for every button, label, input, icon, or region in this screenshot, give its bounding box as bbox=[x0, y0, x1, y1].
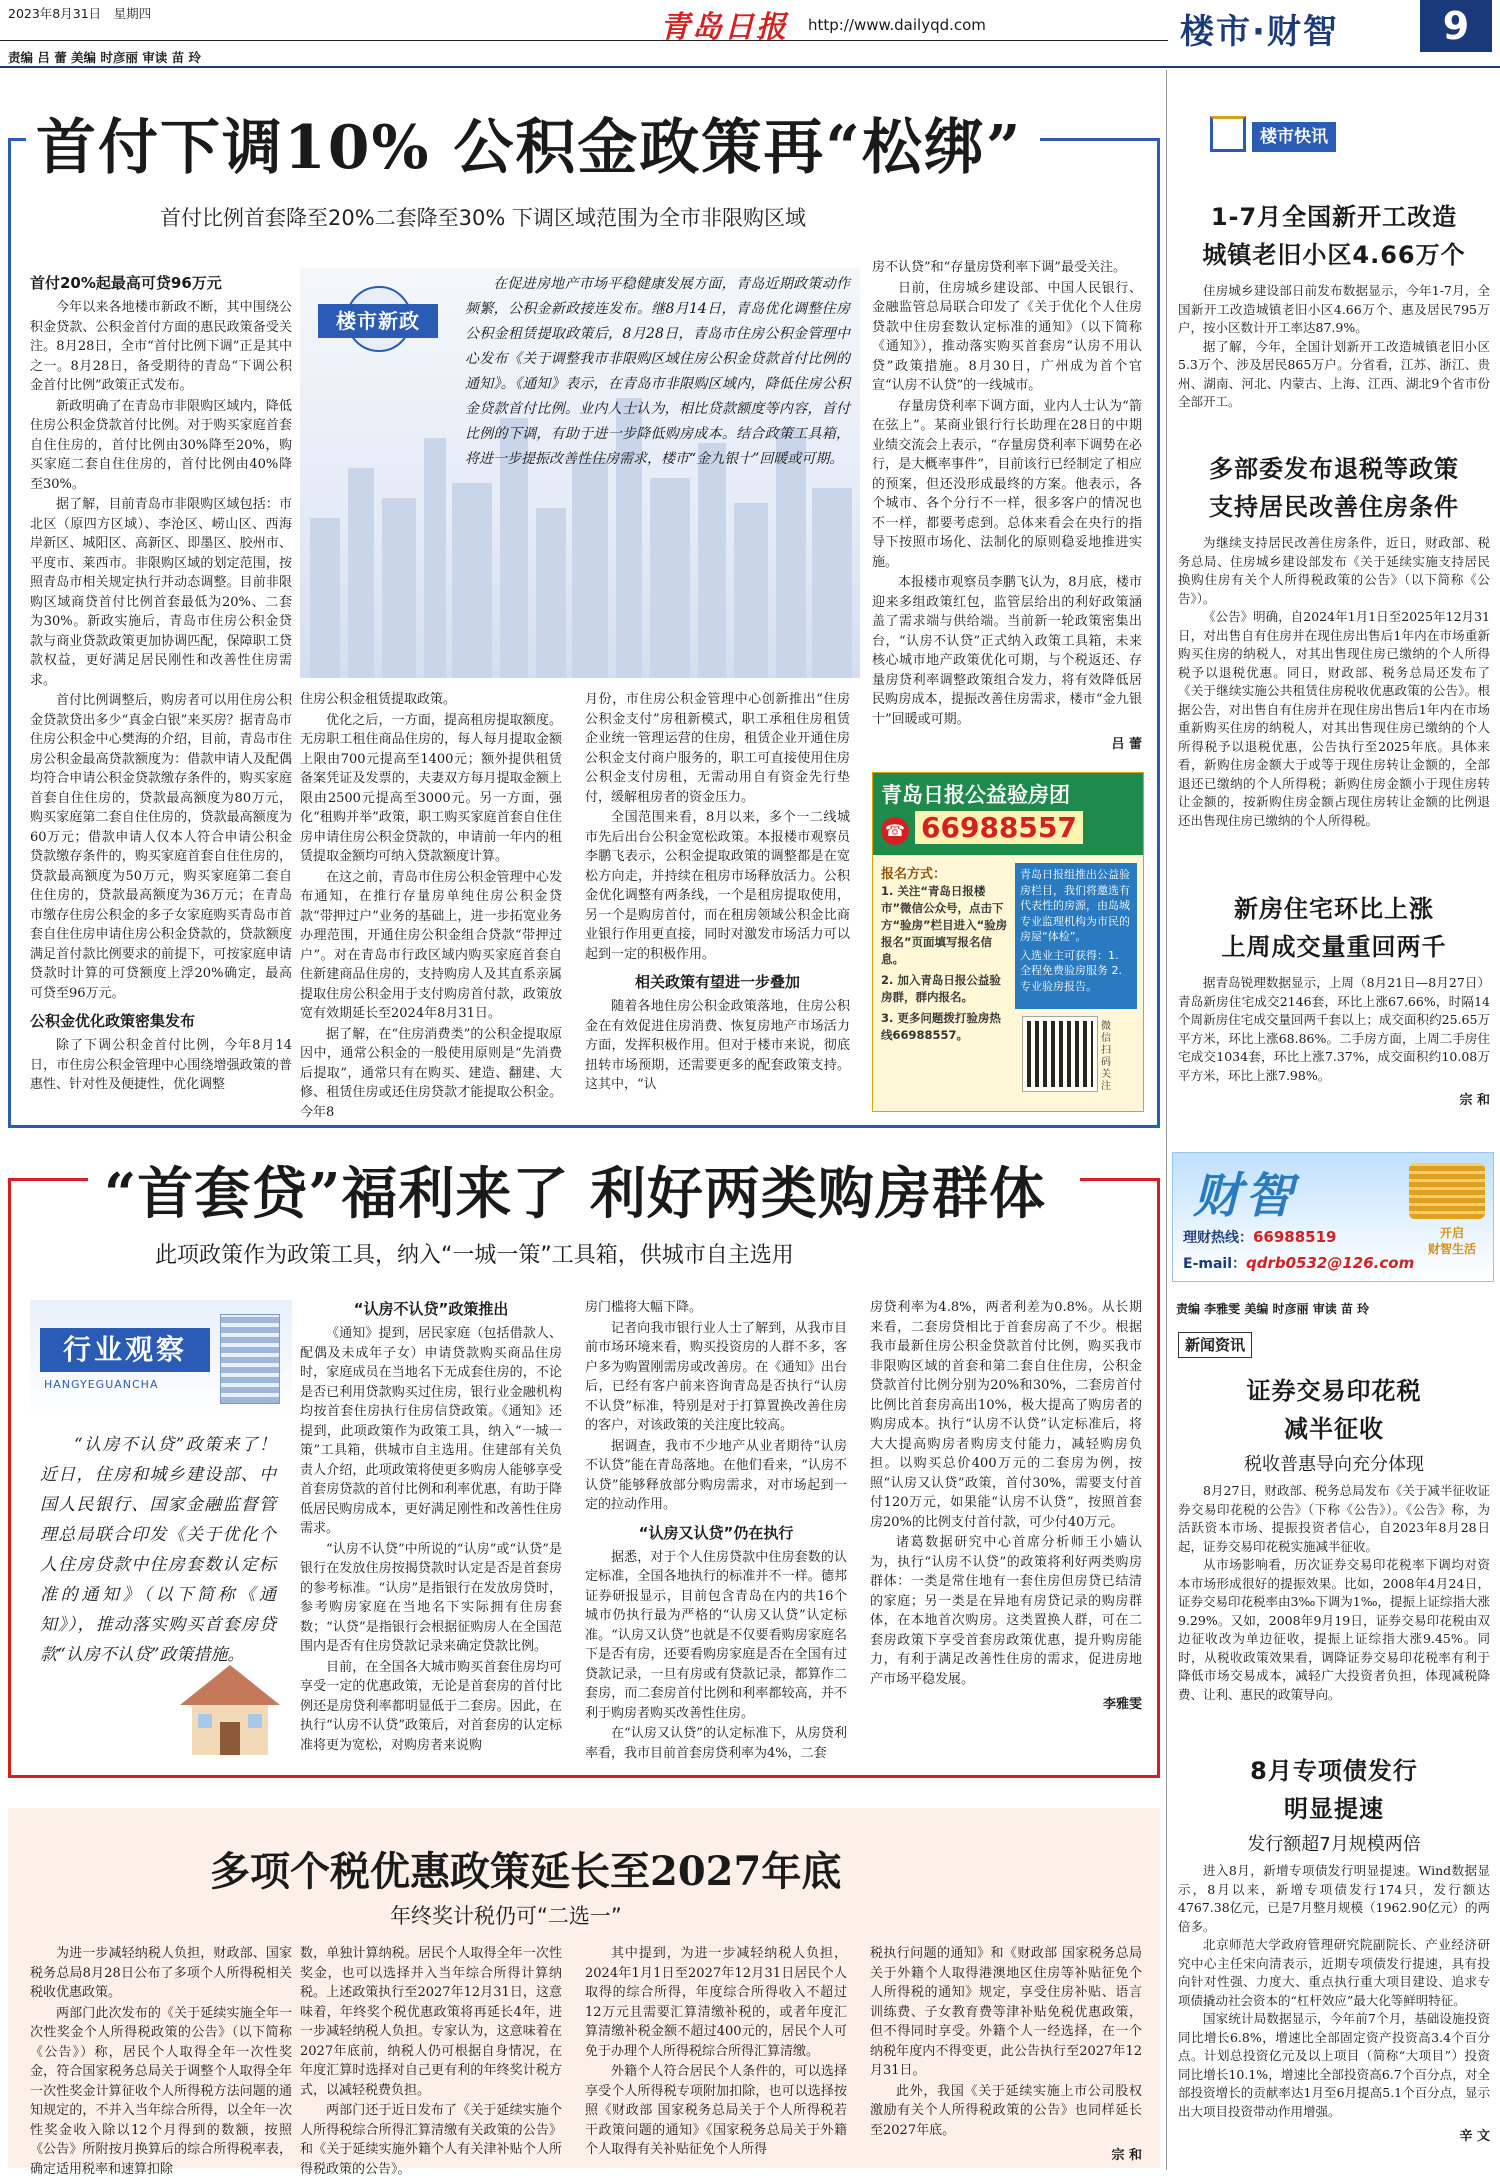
article-2-sub-1: “认房不认贷”政策推出 bbox=[300, 1298, 562, 1319]
ad-header bbox=[873, 773, 1143, 855]
article-2-intro: “认房不认贷”政策来了！近日，住房和城乡建设部、中国人民银行、国家金融监督管理总局联合印发《关于优化个人住房贷款中住房套数认定标准的通知》（以下简称《通知》），推动落实购买首套房贷款“认房不认贷”政策措施。 bbox=[40, 1430, 276, 1670]
paragraph: 优化之后，一方面，提高租房提取额度。无房职工租住商品住房的，每人每月提取金额上限由700元提高至1400元；额外提供租赁备案凭证及发票的，夫妻双方每月提取金额上限由2500元提高至3000元。另一方面，强化“租购并举”政策，职工购买家庭首套自住住房申请住房公积金贷款的，申请前一年内的租赁提取金额均可纳入贷款额度计算。 bbox=[300, 711, 562, 867]
paragraph: 外籍个人符合居民个人条件的，可以选择享受个人所得税专项附加扣除，也可以选择按照《财政部 国家税务总局关于个人所得税若干政策问题的通知》《国家税务总局关于外籍个人取得有关补贴征免个人所得 bbox=[585, 2062, 847, 2160]
paragraph: 目前，在全国各大城市购买首套住房均可享受一定的优惠政策，无论是首套房的首付比例还是房贷利率都明显低于二套房。因此，在执行“认房不认贷”政策后，对首套房的认定标准将更为宽松，对购房者来说购 bbox=[300, 1658, 562, 1756]
hotline-label: 理财热线： bbox=[1183, 1230, 1253, 1246]
house-illustration bbox=[160, 1650, 300, 1760]
ad-body bbox=[873, 855, 1143, 1111]
byline: 宗 和 bbox=[870, 2144, 1142, 2163]
paragraph: 《公告》明确，自2024年1月1日至2025年12月31日，对出售自有住房并在现住房出售后1年内在市场重新购买住房的纳税人，对其出售现住房已缴纳的个人所得税予以退税优惠。同日，财政部、税务总局还发布了《关于继续实施公共租赁住房税收优惠政策的公告》。根据公告，对出售自有住房并在现住房出售后1年内在市场重新购买住房的纳税人，对其出售现住房已缴纳的个人所得税予以退税优惠，公告执行至2025年底。具体来看，新购住房金额大于或等于现住房转让金额的，全部退还已缴纳的个人所得税；新购住房金额小于现住房转让金额的，按新购住房金额占现住房转让金额的比例退还出售现住房已缴纳的个人所得税。 bbox=[1178, 608, 1490, 830]
paragraph: 税执行问题的通知》和《财政部 国家税务总局关于外籍个人取得港澳地区住房等补贴征免个人所得税的通知》规定，享受住房补贴、语言训练费、子女教育费等津补贴免税优惠政策，但不得同时享受。外籍个人一经选择，在一个纳税年度内不得变更，此公告执行至2027年12月31日。 bbox=[870, 1944, 1142, 2081]
qr-label: 微信扫码关注 bbox=[1101, 1021, 1115, 1093]
paragraph: 为进一步减轻纳税人负担，财政部、国家税务总局8月28日公布了多项个人所得税相关税收优惠政策。 bbox=[30, 1944, 292, 2003]
masthead-logo: 青岛日报 bbox=[660, 2, 788, 46]
article-1-frame-top-right bbox=[1040, 138, 1160, 141]
paragraph: 新政明确了在青岛市非限购区域内，降低住房公积金贷款首付比例。对于购买家庭首套自住住房的，首付比例由30%降至20%，购买家庭二套自住住房的，首付比例由40%降至30%。 bbox=[30, 397, 292, 495]
masthead-rule bbox=[0, 40, 1168, 41]
caizhi-logo: 财智 bbox=[1193, 1157, 1297, 1226]
slogan-line-1: 开启 bbox=[1417, 1225, 1487, 1241]
article-1-headline: 首付下调10% 公积金政策再“松绑” bbox=[36, 100, 1022, 186]
news-4-title-line-2: 减半征收 bbox=[1178, 1410, 1490, 1448]
article-1-intro: 在促进房地产市场平稳健康发展方面，青岛近期政策动作频繁，公积金新政接连发布。继8月14日，青岛优化调整住房公积金租赁提取政策后，8月28日，青岛市住房公积金管理中心发布《关于调整我市非限购区域住房公积金贷款首付比例的通知》。《通知》表示，在青岛市非限购区域内，降低住房公积金贷款首付比例。业内人士认为，相比贷款额度等内容，首付比例的下调，有助于进一步降低购房成本。结合政策工具箱，将进一步提振改善性住房需求，楼市“金九银十”回暖或可期。 bbox=[465, 272, 850, 472]
article-1-col-3 bbox=[585, 690, 850, 1115]
paragraph: 诸葛数据研究中心首席分析师王小嫱认为，执行“认房不认贷”的政策将利好两类购房群体：一类是常住地有一套住房但房贷已结清的家庭；另一类是在异地有房贷记录的购房群体，在本地首次购房。这类置换人群，可在二套房政策下享受首套房政策优惠，提升购房能力，有利于满足改善性住房的需求，促进房地产市场平稳发展。 bbox=[870, 1533, 1142, 1689]
ad-steps bbox=[881, 883, 1011, 1044]
article-3-col-3 bbox=[585, 1944, 847, 2164]
article-3-headline: 多项个税优惠政策延长至2027年底 bbox=[210, 1840, 841, 1897]
news-4-sub: 税收普惠导向充分体现 bbox=[1178, 1450, 1490, 1476]
article-3-col-1 bbox=[30, 1944, 292, 2164]
article-1-subhead: 首付比例首套降至20%二套降至30% 下调区域范围为全市非限购区域 bbox=[160, 202, 806, 232]
masthead-url[interactable]: http://www.dailyqd.com bbox=[808, 16, 986, 34]
article-2-subhead: 此项政策作为政策工具，纳入“一城一策”工具箱，供城市自主选用 bbox=[155, 1238, 794, 1269]
paragraph: 两部门还于近日发布了《关于延续实施个人所得税综合所得汇算清缴有关政策的公告》和《关于延续实施外籍个人有关津补贴个人所得税政策的公告》。 bbox=[300, 2101, 562, 2179]
news-5-title-line-2: 明显提速 bbox=[1178, 1790, 1490, 1828]
paragraph: 据了解，在“住房消费类”的公积金提取原因中，通常公积金的一般使用原则是“先消费后提取”，通常只有在购买、建造、翻建、大修、租赁住房或还住房贷款才能提取公积金。今年8 bbox=[300, 1025, 562, 1123]
article-2-col-3 bbox=[870, 1298, 1142, 1768]
article-1-sub-2: 公积金优化政策密集发布 bbox=[30, 1010, 292, 1031]
hotline-number[interactable]: 66988519 bbox=[1253, 1228, 1337, 1246]
masthead-bottom-rule bbox=[0, 66, 1500, 68]
caizhi-banner bbox=[1172, 1152, 1494, 1282]
ad-right-text-2: 入选业主可获得：1. 全程免费验房服务 2. 专业验房报告。 bbox=[1020, 948, 1132, 995]
paragraph: 日前，住房城乡建设部、中国人民银行、金融监管总局联合印发了《关于优化个人住房贷款中住房套数认定标准的通知》（以下简称《通知》），推动落实购买首套房“认房不用认贷”政策措施。8月30日，广州成为首个官宣“认房不认贷”的一线城市。 bbox=[872, 279, 1142, 396]
news-2-title-line-1: 多部委发布退税等政策 bbox=[1178, 450, 1490, 488]
column-label: 楼市新政 bbox=[318, 304, 438, 338]
kuaixun-label: 楼市快讯 bbox=[1252, 122, 1336, 152]
paragraph: 房贷利率为4.8%，两者利差为0.8%。从长期来看，二套房贷相比于首套房高了不少。根据我市最新住房公积金贷款首付比例，购买我市非限购区域的首套和第二套自住住房，公积金贷款首付比例分别为20%和30%，二套房首付比例比首套房高出10%，极大提高了购房者的购房成本。执行“认房不认贷”认定标准后，将大大提高购房者购房支付能力，减轻购房负担。以购买总价400万元的二套房为例，按照“认房又认贷”政策，首付30%，需要支付首付120万元，如果能“认房不认贷”，按照首套房20%的比例支付首付款，可少付40万元。 bbox=[870, 1298, 1142, 1532]
article-2-col-1 bbox=[300, 1298, 562, 1768]
masthead bbox=[0, 0, 1500, 66]
paragraph: 北京师范大学政府管理研究院副院长、产业经济研究中心主任宋向清表示，近期专项债发行提速，具有投向针对性强、力度大、重点执行重大项目建设、追求专项债撬动社会资本的“杠杆效应”最大化等鲜明特征。 bbox=[1178, 1936, 1490, 2010]
article-3-col-4 bbox=[870, 1944, 1142, 2164]
ad-method-title: 报名方式： bbox=[881, 863, 946, 882]
building-icon bbox=[220, 1314, 280, 1404]
ad-right-text: 青岛日报组推出公益验房栏目，我们将邀选有代表性的房源，由岛城专业监理机构为市民的房屋“体检”。 bbox=[1020, 867, 1132, 945]
article-1-frame-top-left bbox=[8, 138, 26, 141]
email-label: E-mail： bbox=[1183, 1256, 1246, 1272]
article-3-subhead: 年终奖计税仍可“二选一” bbox=[390, 1900, 622, 1930]
paragraph: 两部门此次发布的《关于延续实施全年一次性奖金个人所得税政策的公告》（以下简称《公告》）称，居民个人取得全年一次性奖金，符合国家税务总局关于调整个人取得全年一次性奖金计算征收个人所得税方法问题的通知规定的，不并入当年综合所得，以全年一次性奖金收入除以12个月得到的数额，按照《公告》所附按月换算后的综合所得税率表，确定适用税率和速算扣除 bbox=[30, 2004, 292, 2179]
paragraph: 在这之前，青岛市住房公积金管理中心发布通知，在推行存量房单纯住房公积金贷款“带押过户”业务的基础上，进一步拓宽业务办理范围，开通住房公积金组合贷款“带押过户”。对在青岛市行政区域内购买家庭首套自住新建商品住房的，支持购房人及其直系亲属提取住房公积金用于支付购房首付款，政策放宽有效期延长至2024年8月31日。 bbox=[300, 868, 562, 1024]
paragraph: 此外，我国《关于延续实施上市公司股权激励有关个人所得税政策的公告》也同样延长至2027年底。 bbox=[870, 2082, 1142, 2141]
ad-step: 3. 更多问题拨打验房热线66988557。 bbox=[881, 1010, 1011, 1044]
qr-code-icon[interactable] bbox=[1023, 1017, 1097, 1091]
coins-icon bbox=[1409, 1163, 1485, 1219]
paragraph: 在“认房又认贷”的认定标准下，从房贷利率看，我市目前首套房贷利率为4%，二套 bbox=[585, 1724, 847, 1763]
sidebar-news-3 bbox=[1178, 890, 1490, 1130]
news-1-title-line-2: 城镇老旧小区4.66万个 bbox=[1178, 236, 1490, 274]
article-1-col-2 bbox=[300, 690, 562, 1115]
inspection-ad bbox=[872, 772, 1144, 1112]
news-5-title-line-1: 8月专项债发行 bbox=[1178, 1752, 1490, 1790]
article-1-col-4 bbox=[872, 258, 1142, 763]
badge-en: HANGYEGUANCHA bbox=[44, 1378, 158, 1391]
paragraph: 据青岛锐理数据显示，上周（8月21日—8月27日）青岛新房住宅成交2146套，环比上涨67.66%，时隔14个周新房住宅成交量回两千套以上；成交面积约25.65万平方米，环比上涨68.86%。二手房方面，上周二手房住宅成交1034套，环比上涨7.37%，成交面积约10.08万平方米，环比上涨7.98%。 bbox=[1178, 974, 1490, 1085]
sidebar-news-4 bbox=[1178, 1372, 1490, 1752]
sidebar-news-2 bbox=[1178, 450, 1490, 860]
paragraph: 住房城乡建设部日前发布数据显示，今年1-7月，全国新开工改造城镇老旧小区4.66万个、惠及居民795万户，按小区数计开工率达87.9%。 bbox=[1178, 282, 1490, 338]
xinwen-label: 新闻资讯 bbox=[1178, 1332, 1252, 1358]
paragraph: 国家统计局数据显示，今年前7个月，基础设施投资同比增长6.8%，增速比全部固定资产投资高3.4个百分点。计划总投资亿元及以上项目（简称“大项目”）投资同比增长10.1%，增速比全部投资高6.7个百分点，对全部投资增长的贡献率达1月至6月提高5.1个百分点，显示出大项目投资带动作用增强。 bbox=[1178, 2010, 1490, 2121]
paragraph: 据了解，今年，全国计划新开工改造城镇老旧小区5.3万个、涉及居民865万户。分省看，江苏、浙江、贵州、湖南、河北、内蒙古、上海、江西、湖北9个省市份全部开工。 bbox=[1178, 338, 1490, 412]
article-2-frame-top-left bbox=[8, 1178, 88, 1181]
page-number: 9 bbox=[1420, 0, 1492, 52]
paragraph: 住房公积金租赁提取政策。 bbox=[300, 690, 562, 710]
sidebar-news-5 bbox=[1178, 1752, 1490, 2170]
house-icon bbox=[160, 1650, 300, 1760]
section-name: 楼市·财智 bbox=[1180, 4, 1339, 53]
news-2-title-line-2: 支持居民改善住房条件 bbox=[1178, 488, 1490, 526]
byline: 宗 和 bbox=[1178, 1089, 1490, 1108]
industry-badge bbox=[30, 1300, 292, 1420]
paragraph: 月份，市住房公积金管理中心创新推出“住房公积金支付”房租新模式，职工承租住房租赁企业统一管理运营的住房，租赁企业开通住房公积金支付商户服务的，职工可直接使用住房公积金支付房租，无需动用自有资金先行垫付，缓解租房者的资金压力。 bbox=[585, 690, 850, 807]
paragraph: 为继续支持居民改善住房条件，近日，财政部、税务总局、住房城乡建设部发布《关于延续实施支持居民换购住房有关个人所得税政策的公告》（以下简称《公告》）。 bbox=[1178, 534, 1490, 608]
paragraph: 据调查，我市不少地产从业者期待“认房不认贷”能在青岛落地。在他们看来，“认房不认贷”能够释放部分购房需求，对市场起到一定的拉动作用。 bbox=[585, 1437, 847, 1515]
byline: 李雅雯 bbox=[870, 1693, 1142, 1712]
article-2-headline: “首套贷”福利来了 利好两类购房群体 bbox=[104, 1150, 1046, 1230]
news-4-title-line-1: 证券交易印花税 bbox=[1178, 1372, 1490, 1410]
paragraph: 随着各地住房公积金政策落地，住房公积金在有效促进住房消费、恢复房地产市场活力方面，发挥积极作用。但对于楼市来说，彻底扭转市场预期，还需要更多的配套政策支持。这其中，“认 bbox=[585, 997, 850, 1095]
paragraph: 据悉，对于个人住房贷款中住房套数的认定标准，全国各地执行的标准并不一样。德邦证券研报显示，目前包含青岛在内的共16个城市仍执行最为严格的“认房又认贷”认定标准。“认房又认贷”也就是不仅要看购房家庭名下是否有房，还要看购房家庭是否在全国有过贷款记录，一旦有房或有贷款记录，都算作二套房，而二套房首付比例和利率都较高，并不利于购房者购买改善性住房。 bbox=[585, 1548, 847, 1724]
masthead-editors: 责编 吕 蕾 美编 时彦丽 审读 苗 玲 bbox=[8, 48, 201, 66]
paragraph: 今年以来各地楼市新政不断，其中围绕公积金贷款、公积金首付方面的惠民政策备受关注。8月28日，全市“首付比例下调”正是其中之一。8月28日，备受期待的青岛“下调公积金首付比例”政策正式发布。 bbox=[30, 298, 292, 396]
ad-phone[interactable]: 66988557 bbox=[915, 811, 1083, 844]
badge-cn: 行业观察 bbox=[40, 1328, 210, 1372]
sidebar-editors: 责编 李雅雯 美编 时彦丽 审读 苗 玲 bbox=[1176, 1300, 1369, 1317]
paragraph: 进入8月，新增专项债发行明显提速。Wind数据显示，8月以来，新增专项债发行174只，发行额达4767.38亿元，已是7月整月规模（1962.90亿元）的两倍多。 bbox=[1178, 1862, 1490, 1936]
paragraph: 存量房贷利率下调方面，业内人士认为“箭在弦上”。某商业银行行长助理在28日的中期业绩交流会上表示，“存量房贷利率下调势在必行，是大概率事件”，目前该行已经制定了相应的预案，但还没形成最终的方案。他表示，各个城市、各个分行不一样，很多客户的情况也不一样，都要考虑到。总体来看会在央行的指导下按照市场化、法制化的原则稳妥地推进实施。 bbox=[872, 397, 1142, 573]
email-row bbox=[1183, 1253, 1414, 1273]
column-label-badge bbox=[318, 290, 438, 350]
hotline-row bbox=[1183, 1227, 1337, 1247]
paragraph: 首付比例调整后，购房者可以用住房公积金贷款贷出多少“真金白银”来买房？据青岛市住房公积金中心樊海的介绍，目前，青岛市住房公积金最高贷款额度为：借款申请人及配偶均符合申请公积金贷款缴存条件的，购买家庭首套自住住房的，贷款最高额度为80万元，购买家庭第二套自住住房的，贷款最高额度为60万元；借款申请人仅本人符合申请公积金贷款缴存条件的，购买家庭首套自住住房的，贷款最高额度为50万元，购买家庭第二套自住住房的，贷款最高额度为36万元；在青岛市缴存住房公积金的多子女家庭购买青岛市首套自住住房申请住房公积金贷款的，贷款额度满足首付款比例要求的前提下，可按家庭申请贷款时计算的可贷额度上浮20%确定，最高可贷至96万元。 bbox=[30, 691, 292, 1003]
ad-step: 2. 加入青岛日报公益验房群，群内报名。 bbox=[881, 972, 1011, 1006]
paragraph: 除了下调公积金首付比例，今年8月14日，市住房公积金管理中心围绕增强政策的普惠性、针对性及便捷性，优化调整 bbox=[30, 1036, 292, 1095]
paragraph: 据了解，目前青岛市非限购区域包括：市北区（原四方区域）、李沧区、崂山区、西海岸新区、城阳区、高新区、即墨区、胶州市、平度市、莱西市。非限购区域的划定范围，按照青岛市相关规定执行并动态调整。目前非限购区域商贷首付比例首套最低为20%、二套为30%。新政实施后，青岛市住房公积金贷款与商业贷款政策更加协调匹配，保障职工贷款权益，更好满足居民刚性和改善性住房需求。 bbox=[30, 495, 292, 690]
paragraph: 全国范围来看，8月以来，多个一二线城市先后出台公积金宽松政策。本报楼市观察员李鹏飞表示，公积金提取政策的调整都是在宽松方向走，并持续在租房市场释放活力。公积金优化调整有两条线，一个是租房提取使用，另一个是购房首付，而在租房领域公积金比商业银行作用更直接，同时对激发市场活力可以起到一定的积极作用。 bbox=[585, 808, 850, 964]
article-2-col-2 bbox=[585, 1298, 847, 1768]
ad-title: 青岛日报公益验房团 bbox=[881, 779, 1070, 809]
paragraph: 8月27日，财政部、税务总局发布《关于减半征收证券交易印花税的公告》（下称《公告》）。《公告》称，为活跃资本市场、提振投资者信心，自2023年8月28日起，证券交易印花税实施减半征收。 bbox=[1178, 1482, 1490, 1556]
paragraph: 其中提到，为进一步减轻纳税人负担，2024年1月1日至2027年12月31日居民个人取得的综合所得，年度综合所得收入不超过12万元且需要汇算清缴补税的，或者年度汇算清缴补税金额不超过400元的，居民个人可免于办理个人所得税综合所得汇算清缴。 bbox=[585, 1944, 847, 2061]
phone-icon: ☎ bbox=[881, 817, 909, 845]
news-5-sub: 发行额超7月规模两倍 bbox=[1178, 1830, 1490, 1856]
article-1-col-1 bbox=[30, 272, 292, 1117]
paragraph: 记者向我市银行业人士了解到，从我市目前市场环境来看，购买投资房的人群不多，客户多为购置刚需房或改善房。在《通知》出台后，已经有客户前来咨询青岛是否执行“认房不认贷”标准，特别是对于打算置换改善住房的客户，对该政策的关注度比较高。 bbox=[585, 1319, 847, 1436]
paragraph: 从市场影响看，历次证券交易印花税率下调均对资本市场形成很好的提振效果。比如，2008年4月24日，证券交易印花税率由3‰下调为1‰，提振上证综指大涨9.29%。又如，2008年9月19日，证券交易印花税由双边征收改为单边征收，提振上证综指大涨9.45%。同时，从税收政策效果看，调降证券交易印花税率有利于降低市场交易成本，减轻广大投资者负担，体现减税降费、让利、惠民的政策导向。 bbox=[1178, 1556, 1490, 1704]
paragraph: 数，单独计算纳税。居民个人取得全年一次性奖金，也可以选择并入当年综合所得计算纳税。上述政策执行至2027年12月31日，这意味着，年终奖个税优惠政策将再延长4年，进一步减轻纳税人负担。专家认为，这意味着在2027年底前，纳税人仍可根据自身情况，在年度汇算时选择对自己更有利的年终奖计税方式，以减轻税费负担。 bbox=[300, 1944, 562, 2100]
issue-date: 2023年8月31日 星期四 bbox=[8, 4, 151, 22]
paragraph: 本报楼市观察员李鹏飞认为，8月底，楼市迎来多组政策红包，监管层给出的利好政策涵盖了需求端与供给端。当前新一轮政策密集出台，“认房不认贷”正式纳入政策工具箱，未来核心城市地产政策优化可期，与个税返还、存量房贷利率调整政策组合发力，将有效降低居民购房成本，提振改善住房需求，楼市“金九银十”回暖或可期。 bbox=[872, 573, 1142, 729]
house-outline-icon bbox=[1210, 116, 1246, 152]
news-1-title-line-1: 1-7月全国新开工改造 bbox=[1178, 198, 1490, 236]
paragraph: 房门槛将大幅下降。 bbox=[585, 1298, 847, 1318]
sidebar-divider bbox=[1166, 70, 1167, 2170]
paragraph: 《通知》提到，居民家庭（包括借款人、配偶及未成年子女）申请贷款购买商品住房时，家庭成员在当地名下无成套住房的，不论是否已利用贷款购买过住房，银行业金融机构均按首套住房执行住房信贷政策。《通知》还提到，此项政策作为政策工具，纳入“一城一策”工具箱，供城市自主选用。住建部有关负责人介绍，此项政策将使更多购房人能够享受首套房贷款的首付比例和利率优惠，有助于降低居民购房成本，更好满足刚性和改善性住房需求。 bbox=[300, 1324, 562, 1539]
paragraph: 房不认贷”和“存量房贷利率下调”最受关注。 bbox=[872, 258, 1142, 278]
article-2-frame-top-right bbox=[1080, 1178, 1160, 1181]
article-3-col-2 bbox=[300, 1944, 562, 2164]
sidebar-news-1 bbox=[1178, 198, 1490, 443]
paragraph: “认房不认贷”中所说的“认房”或“认贷”是银行在发放住房按揭贷款时认定是否是首套房的参考标准。“认房”是指银行在发放房贷时，参考购房家庭在当地名下实际拥有住房套数；“认贷”是指银行会根据征购房人在全国范围内是否有住房贷款记录来确定贷款比例。 bbox=[300, 1540, 562, 1657]
ad-right-box bbox=[1015, 863, 1137, 1009]
news-3-title-line-1: 新房住宅环比上涨 bbox=[1178, 890, 1490, 928]
article-2-sub-2: “认房又认贷”仍在执行 bbox=[585, 1522, 847, 1543]
byline: 吕 蕾 bbox=[872, 733, 1142, 752]
email-address[interactable]: qdrb0532@126.com bbox=[1246, 1254, 1414, 1272]
byline: 辛 文 bbox=[1178, 2125, 1490, 2144]
article-1-sub-1: 首付20%起最高可贷96万元 bbox=[30, 272, 292, 293]
article-1-sub-3: 相关政策有望进一步叠加 bbox=[585, 971, 850, 992]
caizhi-slogan bbox=[1417, 1225, 1487, 1257]
slogan-line-2: 财智生活 bbox=[1417, 1241, 1487, 1257]
news-3-title-line-2: 上周成交量重回两千 bbox=[1178, 928, 1490, 966]
ad-step: 1. 关注“青岛日报楼市”微信公众号，点击下方“验房”栏目进入“验房报名”页面填写报名信息。 bbox=[881, 883, 1011, 968]
kuaixun-badge bbox=[1210, 112, 1360, 162]
